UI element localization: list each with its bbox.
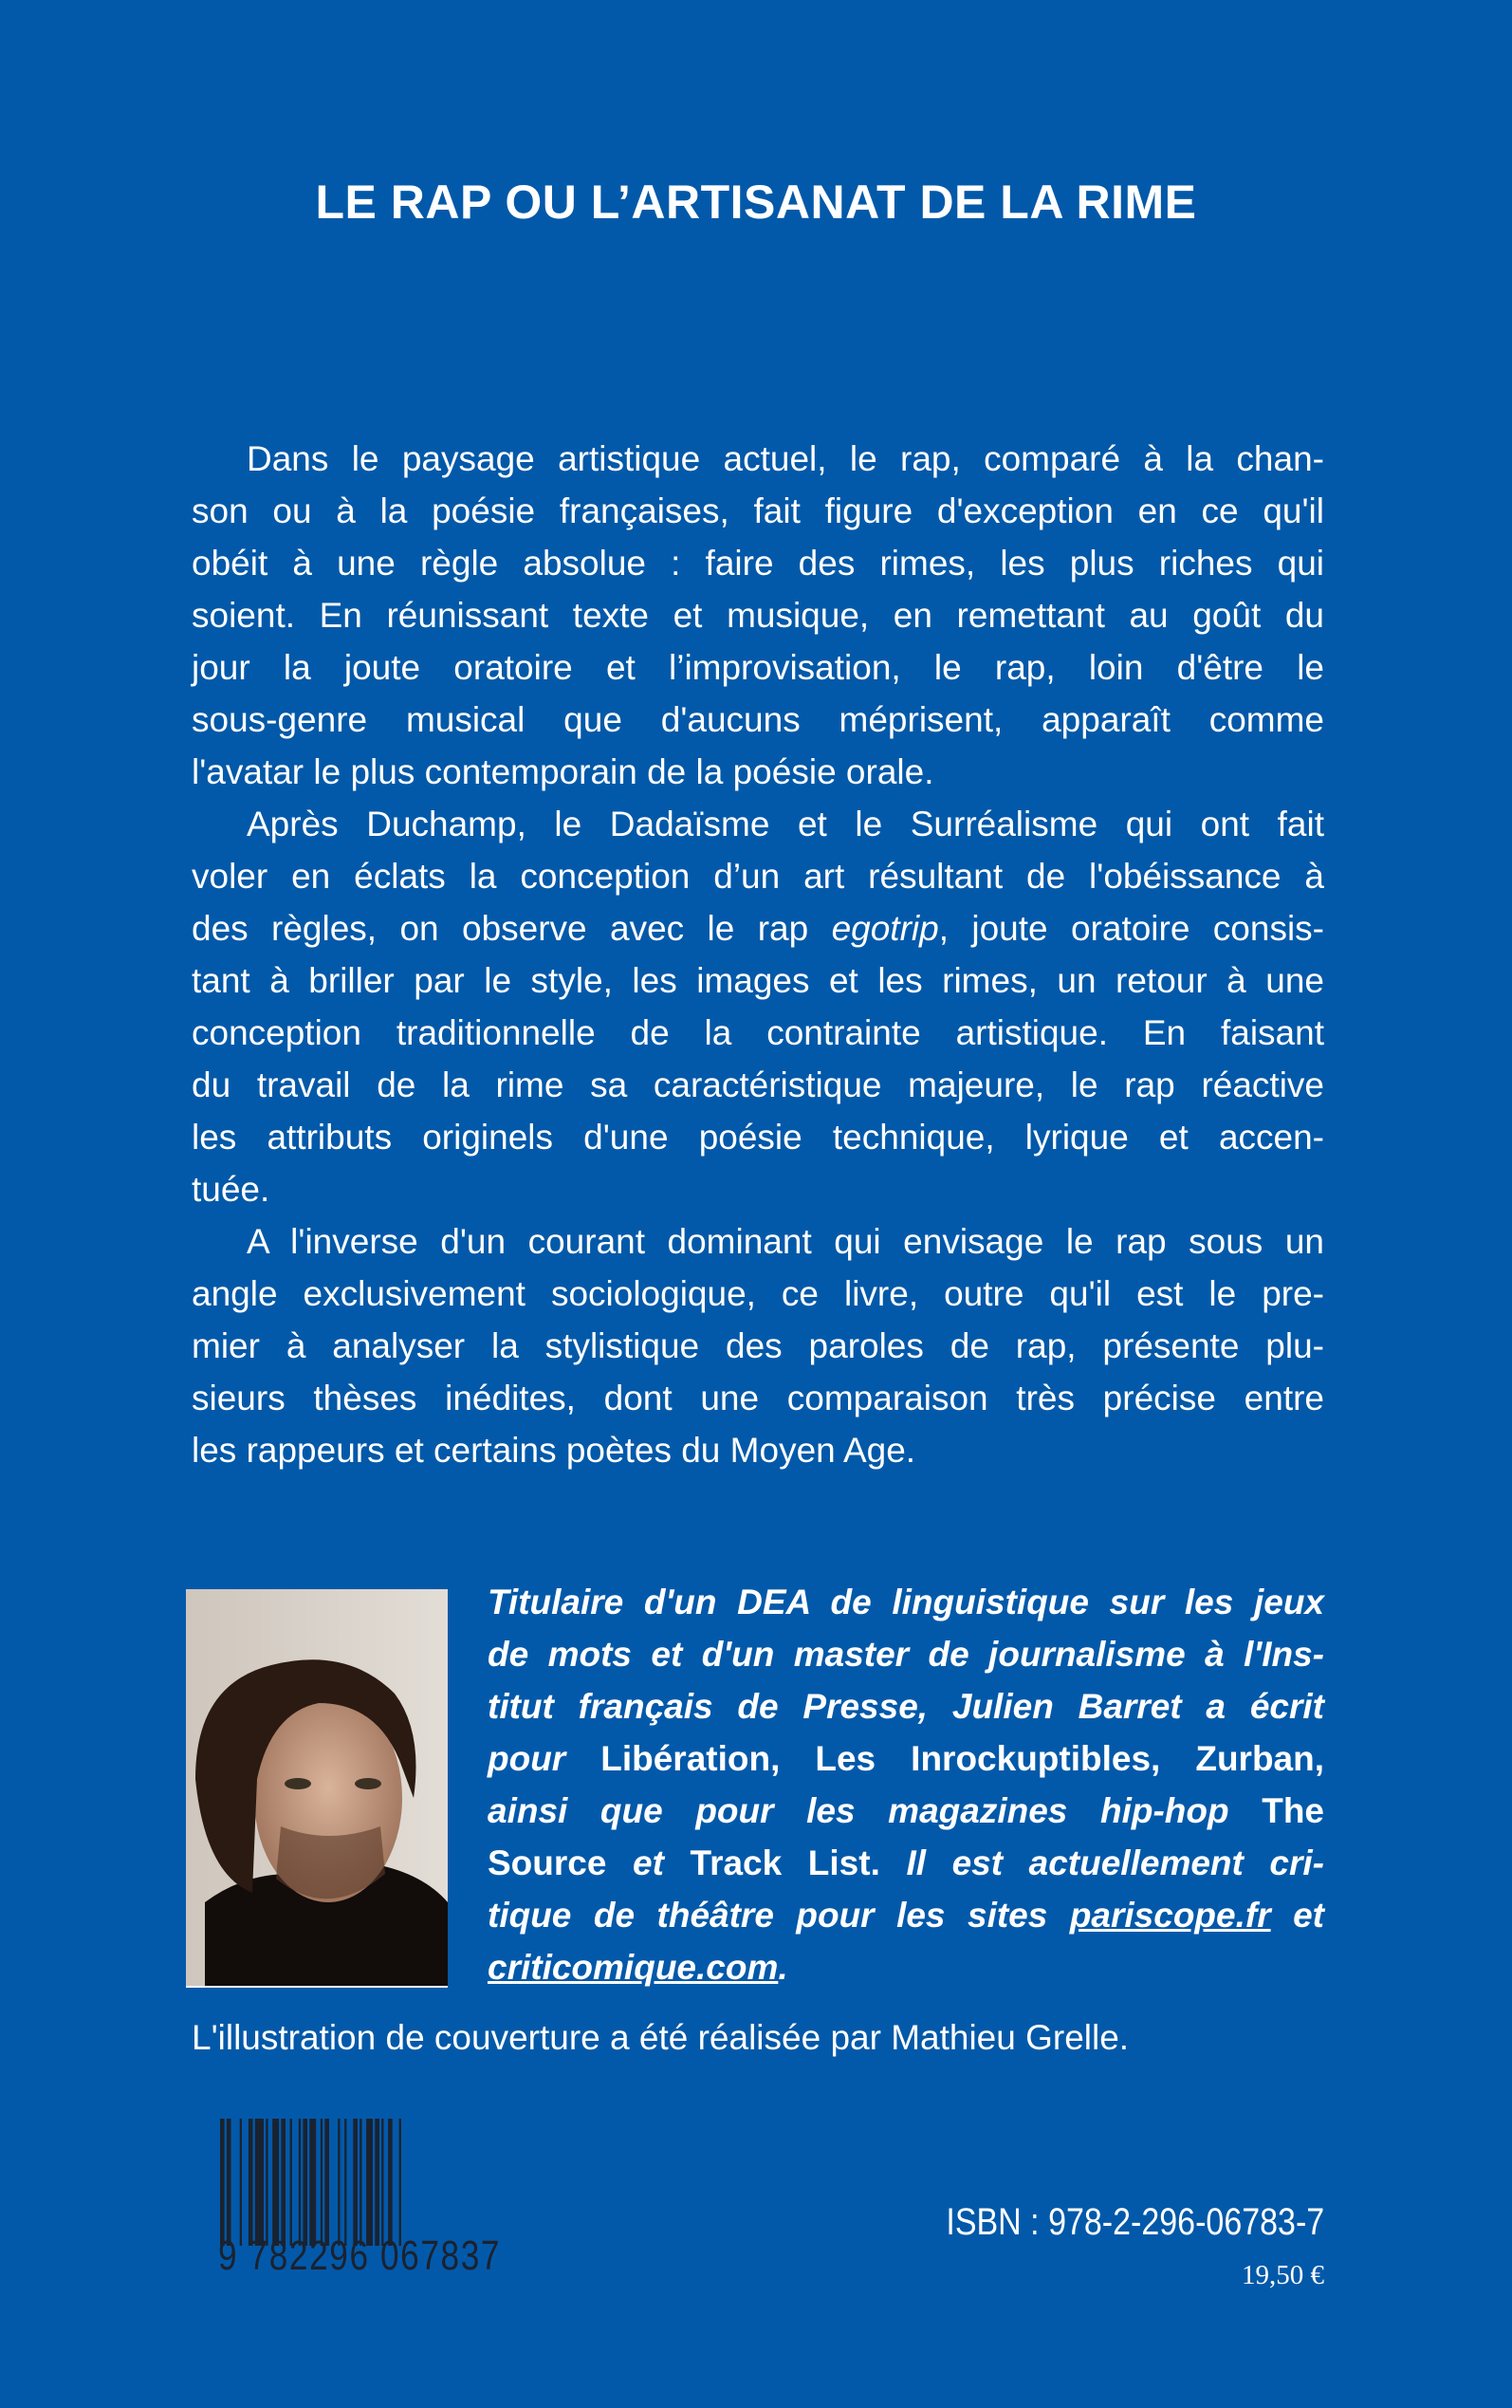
cover-credit: L'illustration de couverture a été réalisée par Mathieu Grelle. bbox=[192, 2018, 1130, 2057]
text-segment: titut français de Presse, Julien Barret a écrit bbox=[488, 1687, 1324, 1726]
text-segment: tant à briller par le style, les images et les rimes, un retour à une bbox=[192, 961, 1324, 1000]
barcode-bar bbox=[299, 2119, 301, 2246]
website-link[interactable]: pariscope.fr bbox=[1069, 1896, 1271, 1935]
text-segment: angle exclusivement sociologique, ce livre, outre qu'il est le pre- bbox=[192, 1274, 1324, 1313]
text-line bbox=[192, 1163, 1324, 1215]
barcode-bar bbox=[321, 2119, 323, 2246]
text-line bbox=[192, 433, 1324, 485]
text-segment: Source bbox=[488, 1843, 607, 1882]
text-line bbox=[488, 1628, 1324, 1680]
barcode-bar bbox=[249, 2119, 253, 2246]
barcode-bar bbox=[220, 2119, 225, 2246]
book-title: LE RAP OU L’ARTISANAT DE LA RIME bbox=[315, 176, 1197, 229]
barcode-digits: 9 782296 067837 bbox=[218, 2232, 502, 2279]
text-line bbox=[192, 485, 1324, 537]
text-segment: Track List. bbox=[690, 1843, 880, 1882]
barcode-bar bbox=[324, 2119, 329, 2246]
text-segment: et bbox=[1270, 1896, 1324, 1935]
barcode-bar bbox=[360, 2119, 361, 2246]
barcode-bar bbox=[281, 2119, 286, 2246]
text-segment: , joute oratoire consis- bbox=[938, 909, 1324, 948]
text-segment: ainsi que pour les magazines hip-hop bbox=[488, 1791, 1263, 1830]
text-line bbox=[192, 1215, 1324, 1268]
text-line bbox=[192, 954, 1324, 1007]
text-line bbox=[192, 1007, 1324, 1059]
text-segment: Libération, Les Inrockuptibles, Zurban, bbox=[600, 1739, 1325, 1778]
barcode-bar bbox=[240, 2119, 242, 2246]
text-line bbox=[192, 537, 1324, 589]
text-line bbox=[192, 902, 1324, 954]
text-segment: conception traditionnelle de la contrainte artistique. En faisant bbox=[192, 1013, 1324, 1052]
text-segment: les rappeurs et certains poètes du Moyen Age. bbox=[192, 1431, 916, 1470]
barcode-bar bbox=[375, 2119, 379, 2246]
text-segment: de mots et d'un master de journalisme à l'Ins- bbox=[488, 1635, 1324, 1674]
barcode-bar bbox=[381, 2119, 383, 2246]
barcode-bar bbox=[227, 2119, 231, 2246]
text-line bbox=[192, 1424, 1324, 1476]
text-segment: et bbox=[606, 1843, 691, 1882]
text-segment: du travail de la rime sa caractéristique majeure, le rap réactive bbox=[192, 1065, 1324, 1104]
barcode-bar bbox=[266, 2119, 267, 2246]
author-bio bbox=[488, 1576, 1324, 1993]
text-segment: tuée. bbox=[192, 1170, 270, 1209]
paragraph bbox=[192, 433, 1324, 798]
text-line bbox=[192, 1320, 1324, 1372]
text-segment: jour la joute oratoire et l’improvisation, le rap, loin d'être le bbox=[192, 648, 1324, 687]
text-segment: sieurs thèses inédites, dont une comparaison très précise entre bbox=[192, 1379, 1324, 1417]
barcode-bar bbox=[255, 2119, 264, 2246]
barcode-bar bbox=[353, 2119, 358, 2246]
text-segment: Titulaire d'un DEA de linguistique sur les jeux bbox=[488, 1583, 1324, 1621]
text-segment: des règles, on observe avec le rap bbox=[192, 909, 832, 948]
text-line bbox=[192, 1268, 1324, 1320]
text-line bbox=[488, 1785, 1324, 1837]
website-link[interactable]: criticomique.com bbox=[488, 1948, 779, 1987]
isbn: ISBN : 978-2-296-06783-7 bbox=[946, 2201, 1324, 2243]
barcode-bar bbox=[309, 2119, 316, 2246]
text-segment: l'avatar le plus contemporain de la poésie orale. bbox=[192, 752, 934, 791]
text-line bbox=[192, 850, 1324, 902]
text-line bbox=[192, 746, 1324, 798]
paragraph bbox=[192, 798, 1324, 1215]
barcode-bar bbox=[388, 2119, 393, 2246]
barcode-bar bbox=[272, 2119, 279, 2246]
text-line bbox=[192, 1111, 1324, 1163]
text-segment: mier à analyser la stylistique des paroles de rap, présente plu- bbox=[192, 1326, 1324, 1365]
text-line bbox=[488, 1941, 1324, 1993]
barcode-bar bbox=[338, 2119, 340, 2246]
text-line bbox=[488, 1837, 1324, 1889]
text-segment: obéit à une règle absolue : faire des rimes, les plus riches qui bbox=[192, 544, 1324, 583]
barcode bbox=[218, 2119, 520, 2280]
text-segment: pour bbox=[488, 1739, 601, 1778]
text-line bbox=[488, 1680, 1324, 1732]
text-segment: soient. En réunissant texte et musique, en remettant au goût du bbox=[192, 596, 1324, 635]
text-segment: The bbox=[1262, 1791, 1324, 1830]
text-segment: egotrip bbox=[831, 909, 939, 948]
barcode-bar bbox=[290, 2119, 292, 2246]
text-segment: tique de théâtre pour les sites bbox=[488, 1896, 1070, 1935]
author-photo bbox=[186, 1589, 448, 1988]
text-line bbox=[192, 798, 1324, 850]
text-segment: Après Duchamp, le Dadaïsme et le Surréalisme qui ont fait bbox=[247, 805, 1324, 843]
text-line bbox=[488, 1576, 1324, 1628]
barcode-bars bbox=[218, 2119, 520, 2246]
text-segment: sous-genre musical que d'aucuns méprisent, apparaît comme bbox=[192, 700, 1324, 739]
text-line bbox=[192, 694, 1324, 746]
price: 19,50 € bbox=[1242, 2260, 1324, 2290]
text-line bbox=[488, 1889, 1324, 1941]
text-line bbox=[488, 1732, 1324, 1785]
text-segment: les attributs originels d'une poésie technique, lyrique et accen- bbox=[192, 1118, 1324, 1157]
text-line bbox=[192, 1059, 1324, 1111]
text-segment: voler en éclats la conception d’un art résultant de l'obéissance à bbox=[192, 857, 1324, 896]
text-segment: Dans le paysage artistique actuel, le rap, comparé à la chan- bbox=[247, 439, 1324, 478]
text-line bbox=[192, 641, 1324, 694]
text-line bbox=[192, 1372, 1324, 1424]
text-segment: Il est actuellement cri- bbox=[879, 1843, 1324, 1882]
barcode-bar bbox=[344, 2119, 346, 2246]
text-segment: son ou à la poésie françaises, fait figure d'exception en ce qu'il bbox=[192, 491, 1324, 530]
barcode-bar bbox=[399, 2119, 401, 2246]
barcode-bar bbox=[303, 2119, 307, 2246]
barcode-bar bbox=[366, 2119, 373, 2246]
text-line bbox=[192, 589, 1324, 641]
text-segment: . bbox=[778, 1948, 788, 1987]
paragraph bbox=[192, 1215, 1324, 1476]
blurb bbox=[192, 433, 1324, 1476]
text-segment: A l'inverse d'un courant dominant qui envisage le rap sous un bbox=[247, 1222, 1324, 1261]
